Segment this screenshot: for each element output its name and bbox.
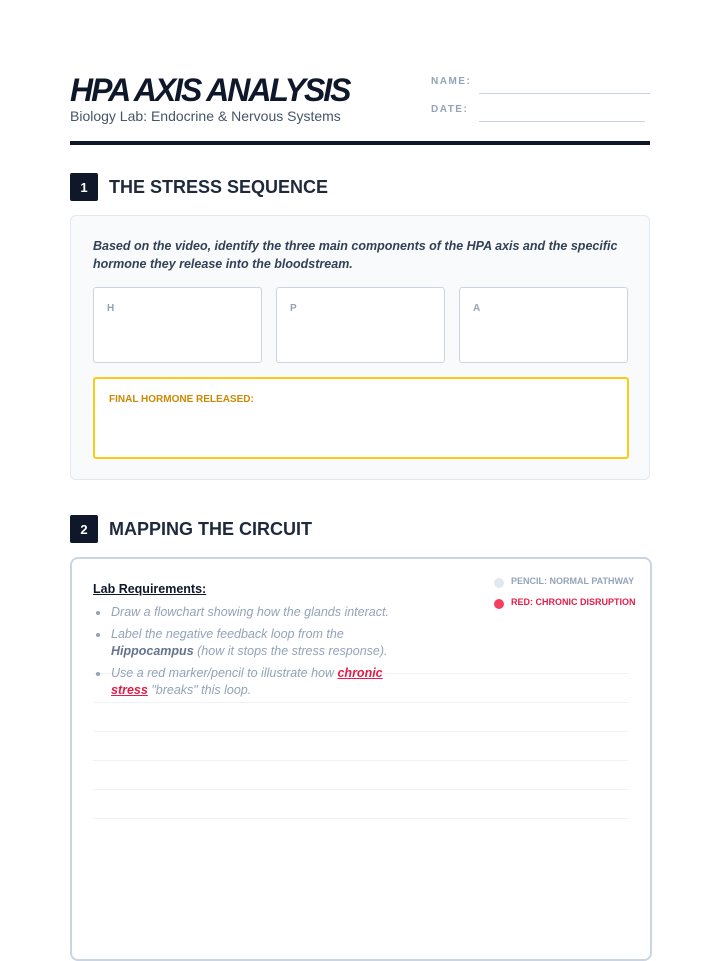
date-line [479,121,645,122]
writing-line [93,760,628,761]
hippocampus-term: Hippocampus [111,644,194,658]
circle-icon [494,578,504,588]
section-2-title: MAPPING THE CIRCUIT [109,519,313,539]
requirement-item [93,665,413,700]
date-label: DATE: [431,104,469,115]
writing-line [93,789,628,790]
final-hormone-box[interactable] [93,377,629,459]
stress-sequence-panel [70,215,650,480]
header-divider [70,141,650,145]
requirement-item [93,604,413,622]
requirements-title: Lab Requirements: [93,582,207,596]
name-line [479,93,650,94]
legend [494,574,644,616]
legend-label-disruption: RED: CHRONIC DISRUPTION [511,597,636,607]
requirement-item [93,626,413,661]
date-field[interactable] [431,100,650,122]
requirement-text: (how it stops the stress response). [193,644,388,658]
legend-label-normal: PENCIL: NORMAL PATHWAY [511,576,635,586]
name-field[interactable] [431,72,650,94]
section-1-title: THE STRESS SEQUENCE [109,177,329,197]
writing-line [93,818,628,819]
circuit-drawing-panel[interactable] [70,557,652,961]
page-title: HPA AXIS ANALYSIS [70,72,350,108]
requirement-text: Label the negative feedback loop from the [111,626,344,641]
answer-box-a[interactable] [459,287,628,363]
answer-box-p-label: P [290,303,297,314]
answer-box-h[interactable] [93,287,262,363]
legend-item-disruption [494,595,644,615]
requirements-list [93,604,413,704]
legend-item-normal [494,574,644,594]
page-subtitle: Biology Lab: Endocrine & Nervous Systems [70,108,341,124]
requirement-text: "breaks" this loop. [147,683,252,697]
chronic-stress-term: chronic stress [111,665,383,697]
answer-box-h-label: H [107,303,115,314]
circle-icon [494,599,504,609]
answer-box-p[interactable] [276,287,445,363]
section-1-prompt: Based on the video, identify the three main components of the HPA axis and the specific hormone they release into the bloodstream. [93,239,618,271]
name-label: NAME: [431,76,472,87]
section-1-number: 1 [70,173,98,201]
requirement-text: Draw a flowchart showing how the glands interact. [111,605,389,619]
writing-line [93,731,628,732]
requirement-text: Use a red marker/pencil to illustrate how [111,665,338,680]
answer-box-a-label: A [473,303,481,314]
final-hormone-label: FINAL HORMONE RELEASED: [109,394,254,405]
section-2-number: 2 [70,515,98,543]
